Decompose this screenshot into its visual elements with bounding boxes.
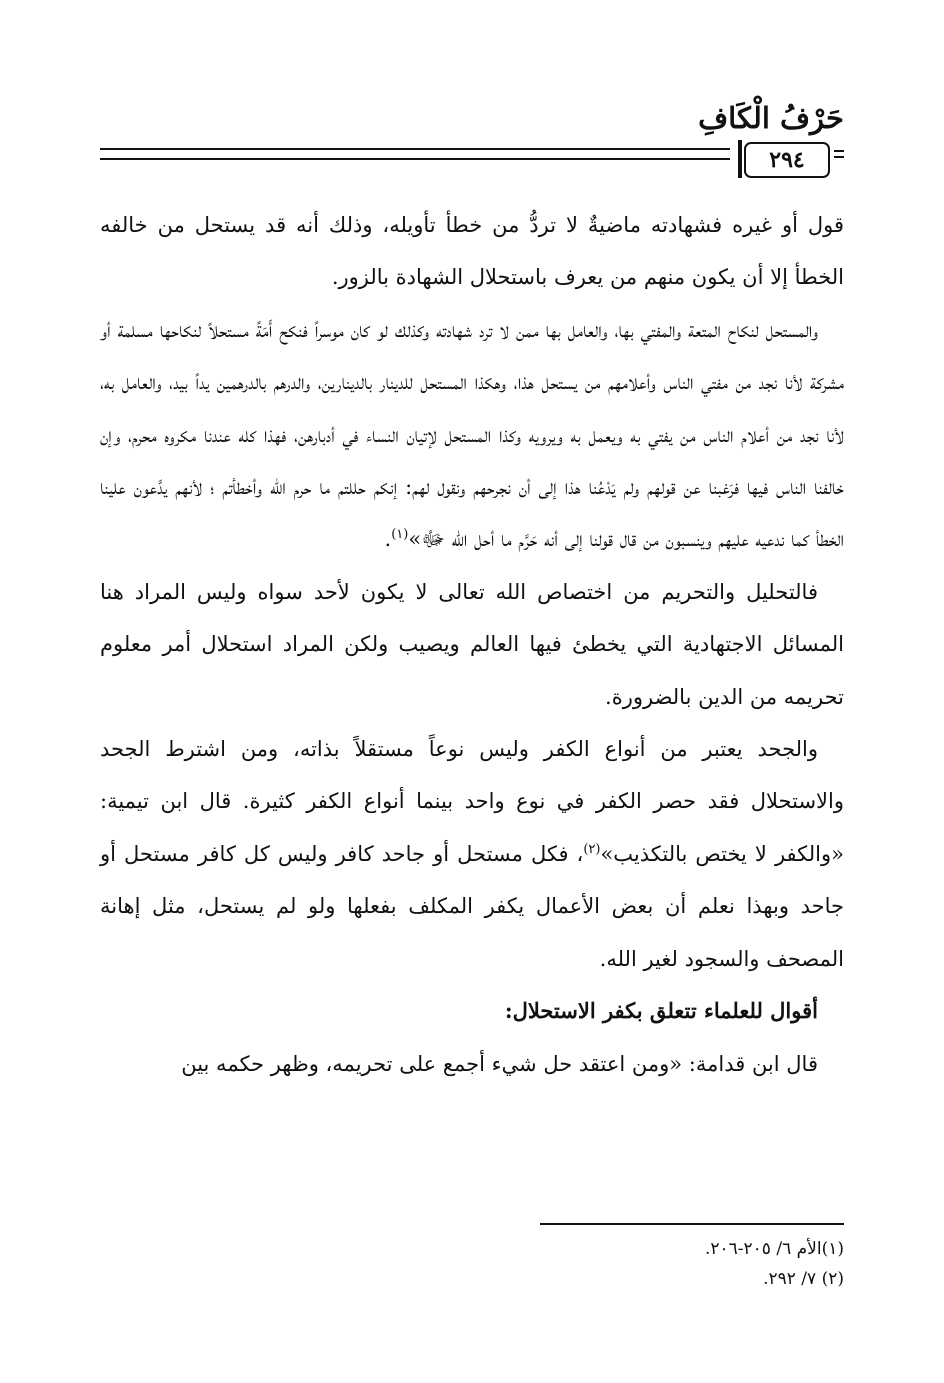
- footnote-ref-2: (٢): [583, 841, 601, 857]
- paragraph-2: [100, 304, 844, 566]
- footnote-1: (١)الأم ٦/ ٢٠٥-٢٠٦.: [704, 1239, 844, 1259]
- footnote-separator: [540, 1223, 844, 1225]
- footnote-2: (٢) ٧/ ٢٩٢.: [763, 1269, 844, 1289]
- header-tick: [834, 148, 844, 162]
- paragraph-2-end: .: [384, 527, 392, 552]
- header-double-rule: [100, 148, 730, 162]
- footnote-ref-1: (١): [391, 527, 409, 543]
- page-box-bar: [738, 140, 742, 178]
- paragraph-2-text: والمستحل لنكاح المتعة والمفتي بها، والعامل بها ممن لا ترد شهادته وكذلك لو كان موسراً فنكح أَمَةً مستحلاً لنكاحها مسلمة أو مشركة لأنا نجد من مفتي الناس وأعلامهم من يستحل هذا، وهكذا المستحل للدينار بالدينارين، والدرهم بالدرهمين يداً بيد، والعامل به، لأنا نجد من أعلام الناس من يفتي به ويعمل به ويرويه وكذا المستحل لإتيان النساء في أدبارهن، فهذا كله عندنا مكروه محرم، وإن خالفنا الناس فيها فرَغبنا عن قولهم ولم يَدْعُنا هذا إلى أن نجرحهم ونقول لهم: إنكم حللتم ما حرم الله وأخطأتم ؛ لأنهم يدَّعون علينا الخطأ كما ندعيه عليهم وينسبون من قال قولنا إلى أنه حَرَّم ما أحل الله ﷻ»: [100, 317, 844, 552]
- header-rule-bottom: [100, 158, 730, 160]
- paragraph-1: قول أو غيره فشهادته ماضيةٌ لا تردُّ من خطأ تأويله، وذلك أنه قد يستحل من خالفه الخطأ إلا أن يكون منهم من يعرف باستحلال الشهادة بالزور.: [100, 213, 844, 290]
- section-heading: أقوال للعلماء تتعلق بكفر الاستحلال:: [504, 998, 818, 1024]
- paragraph-5: قال ابن قدامة: «ومن اعتقد حل شيء أجمع على تحريمه، وظهر حكمه بين: [181, 1051, 818, 1076]
- paragraph-4: [100, 723, 844, 985]
- paragraph-4-text: والجحد يعتبر من أنواع الكفر وليس نوعاً مستقلاً بذاته، ومن اشترط الجحد والاستحلال فقد حصر الكفر في نوع واحد بينما أنواع الكفر كثيرة. قال ابن تيمية: «والكفر لا يختص بالتكذيب»: [100, 737, 844, 866]
- paragraph-3: فالتحليل والتحريم من اختصاص الله تعالى لا يكون لأحد سواه وليس المراد هنا المسائل الاجتهادية التي يخطئ فيها العالم ويصيب ولكن المراد استحلال أمر معلوم تحريمه من الدين بالضرورة.: [100, 579, 844, 709]
- footnotes: [100, 1234, 844, 1294]
- page-header: [100, 98, 844, 188]
- paragraph-4-cont: ، فكل مستحل أو جاحد كافر وليس كل كافر مستحل أو جاحد وبهذا نعلم أن بعض الأعمال يكفر المكلف بفعلها ولو لم يستحل، مثل إهانة المصحف والسجود لغير الله.: [100, 841, 844, 971]
- main-text: [100, 199, 844, 1090]
- header-rule-top: [100, 148, 730, 150]
- page-number: ٢٩٤: [744, 142, 830, 178]
- running-title: حَرْفُ الْكَافِ: [698, 101, 844, 135]
